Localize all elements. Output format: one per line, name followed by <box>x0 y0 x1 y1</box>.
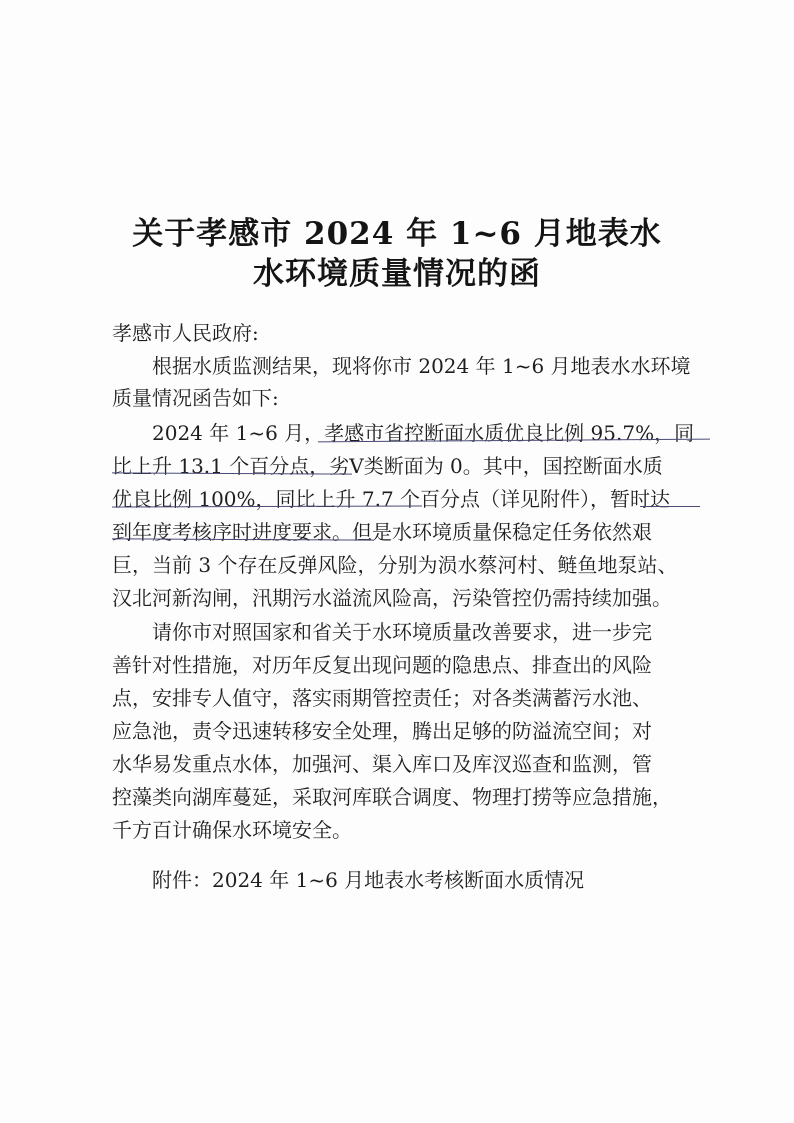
pen-underline <box>640 506 700 507</box>
paragraph-3-line-6: 控藻类向湖库蔓延，采取河库联合调度、物理打捞等应急措施， <box>112 785 672 809</box>
paragraph-2-line-1: 2024 年 1~6 月，孝感市省控断面水质优良比例 95.7%，同 <box>152 421 695 445</box>
paragraph-1-line-1: 根据水质监测结果，现将你市 2024 年 1~6 月地表水水环境 <box>152 354 691 378</box>
paragraph-2-line-4: 到年度考核序时进度要求。但是水环境质量保稳定任务依然艰 <box>112 520 652 544</box>
paragraph-3-line-7: 千方百计确保水环境安全。 <box>112 818 352 842</box>
attachment-note: 附件：2024 年 1~6 月地表水考核断面水质情况 <box>152 868 585 892</box>
paragraph-3-line-5: 水华易发重点水体，加强河、渠入库口及库汊巡查和监测，管 <box>112 752 652 776</box>
paragraph-3-line-2: 善针对性措施，对历年反复出现问题的隐患点、排查出的风险 <box>112 653 652 677</box>
paragraph-2-line-2: 比上升 13.1 个百分点，劣Ⅴ类断面为 0。其中，国控断面水质 <box>112 454 663 478</box>
paragraph-2-line-5: 巨，当前 3 个存在反弹风险，分别为涢水蔡河村、鲢鱼地泵站、 <box>112 553 678 577</box>
paragraph-3-line-1: 请你市对照国家和省关于水环境质量改善要求，进一步完 <box>152 620 652 644</box>
paragraph-3-line-3: 点，安排专人值守，落实雨期管控责任；对各类满蓄污水池、 <box>112 686 652 710</box>
recipient: 孝感市人民政府: <box>112 321 259 345</box>
paragraph-2-line-6: 汉北河新沟闸，汛期污水溢流风险高，污染管控仍需持续加强。 <box>112 586 672 610</box>
paragraph-2-line-3: 优良比例 100%，同比上升 7.7 个百分点（详见附件），暂时达 <box>112 487 671 511</box>
document-title-line-1: 关于孝感市 2024 年 1~6 月地表水 <box>132 216 662 252</box>
paragraph-3-line-4: 应急池，责令迅速转移安全处理，腾出足够的防溢流空间；对 <box>112 719 652 743</box>
document-title-line-2: 水环境质量情况的函 <box>253 256 541 292</box>
paragraph-1-line-2: 质量情况函告如下: <box>112 386 279 410</box>
